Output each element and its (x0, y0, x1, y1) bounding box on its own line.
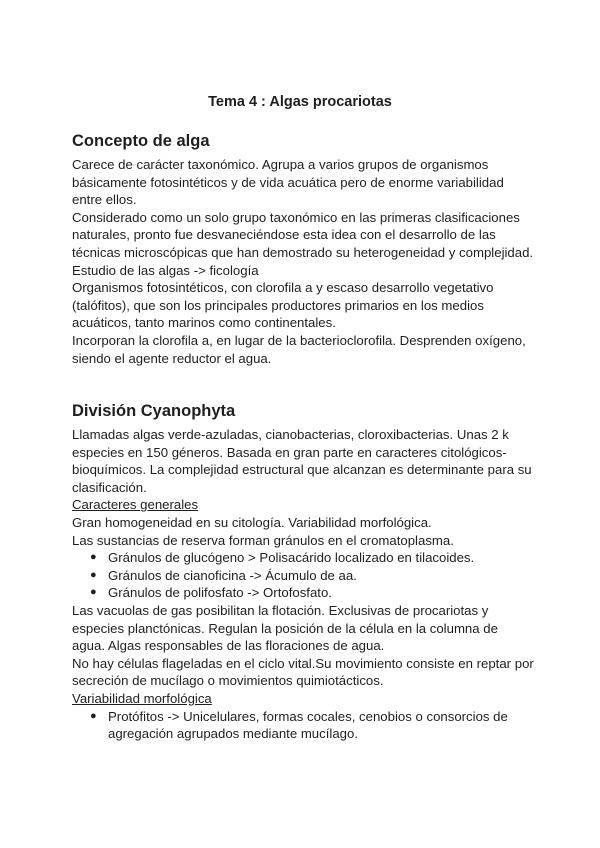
section-body-concepto (72, 156, 534, 367)
document-title: Tema 4 : Algas procariotas (208, 94, 392, 110)
subheading-caracteres: Caracteres generales (72, 497, 199, 513)
paragraph: Considerado como un solo grupo taxonómico en las primeras clasificaciones naturales, pronto fue desvaneciéndose esta idea con el desarrollo de las técnicas microscópicas que han demostrado su heterogeneidad y complejidad. (72, 209, 534, 260)
section-heading-concepto: Concepto de alga (72, 132, 210, 150)
paragraph: Incorporan la clorofila a, en lugar de la bacterioclorofila. Desprenden oxígeno, siendo el agente reductor el agua. (72, 332, 526, 366)
bullet-list-variabilidad (72, 708, 534, 743)
bullet-icon: ● (90, 586, 97, 599)
paragraph: Organismos fotosintéticos, con clorofila a y escaso desarrollo vegetativo (talófitos), que son los principales productores primarios en los medios acuáticos, tanto marinos como continentales. (72, 280, 494, 331)
list-item: ● Gránulos de cianoficina -> Ácumulo de aa. (90, 567, 357, 583)
list-item: ● Gránulos de polifosfato -> Ortofosfato. (90, 585, 332, 601)
section-heading-cyanophyta: División Cyanophyta (72, 402, 236, 420)
paragraph: Carece de carácter taxonómico. Agrupa a varios grupos de organismos básicamente fotosintéticos y de vida acuática pero de enorme variabilidad entre ellos. (72, 157, 504, 208)
paragraph: Llamadas algas verde-azuladas, cianobacterias, cloroxibacterias. Unas 2 k especies en 150 géneros. Basada en gran parte en caracteres citológicos-bioquímicos. La complejidad estructural que alcanzan es determinante para su clasificación. (72, 427, 532, 495)
bullet-list-granulos (72, 549, 534, 602)
paragraph: Gran homogeneidad en su citología. Variabilidad morfológica. (72, 514, 432, 530)
subheading-variabilidad: Variabilidad morfológica (72, 690, 212, 706)
paragraph: Estudio de las algas -> ficología (72, 262, 259, 278)
bullet-icon: ● (90, 709, 97, 722)
bullet-icon: ● (90, 551, 97, 564)
paragraph: No hay células flageladas en el ciclo vital.Su movimiento consiste en reptar por secreción de mucílago o movimientos quimiotácticos. (72, 655, 534, 689)
bullet-icon: ● (90, 568, 97, 581)
paragraph: Las vacuolas de gas posibilitan la flotación. Exclusivas de procariotas y especies planctónicas. Regulan la posición de la célula en la columna de agua. Algas responsables de las floraciones de agua. (72, 602, 498, 654)
section-body-cyanophyta (72, 426, 534, 743)
list-item: ● Protófitos -> Unicelulares, formas cocales, cenobios o consorcios de agregación agrupados mediante mucílago. (90, 708, 508, 742)
list-item: ● Gránulos de glucógeno > Polisacárido localizado en tilacoides. (90, 550, 475, 566)
paragraph: Las sustancias de reserva forman gránulos en el cromatoplasma. (72, 532, 454, 548)
